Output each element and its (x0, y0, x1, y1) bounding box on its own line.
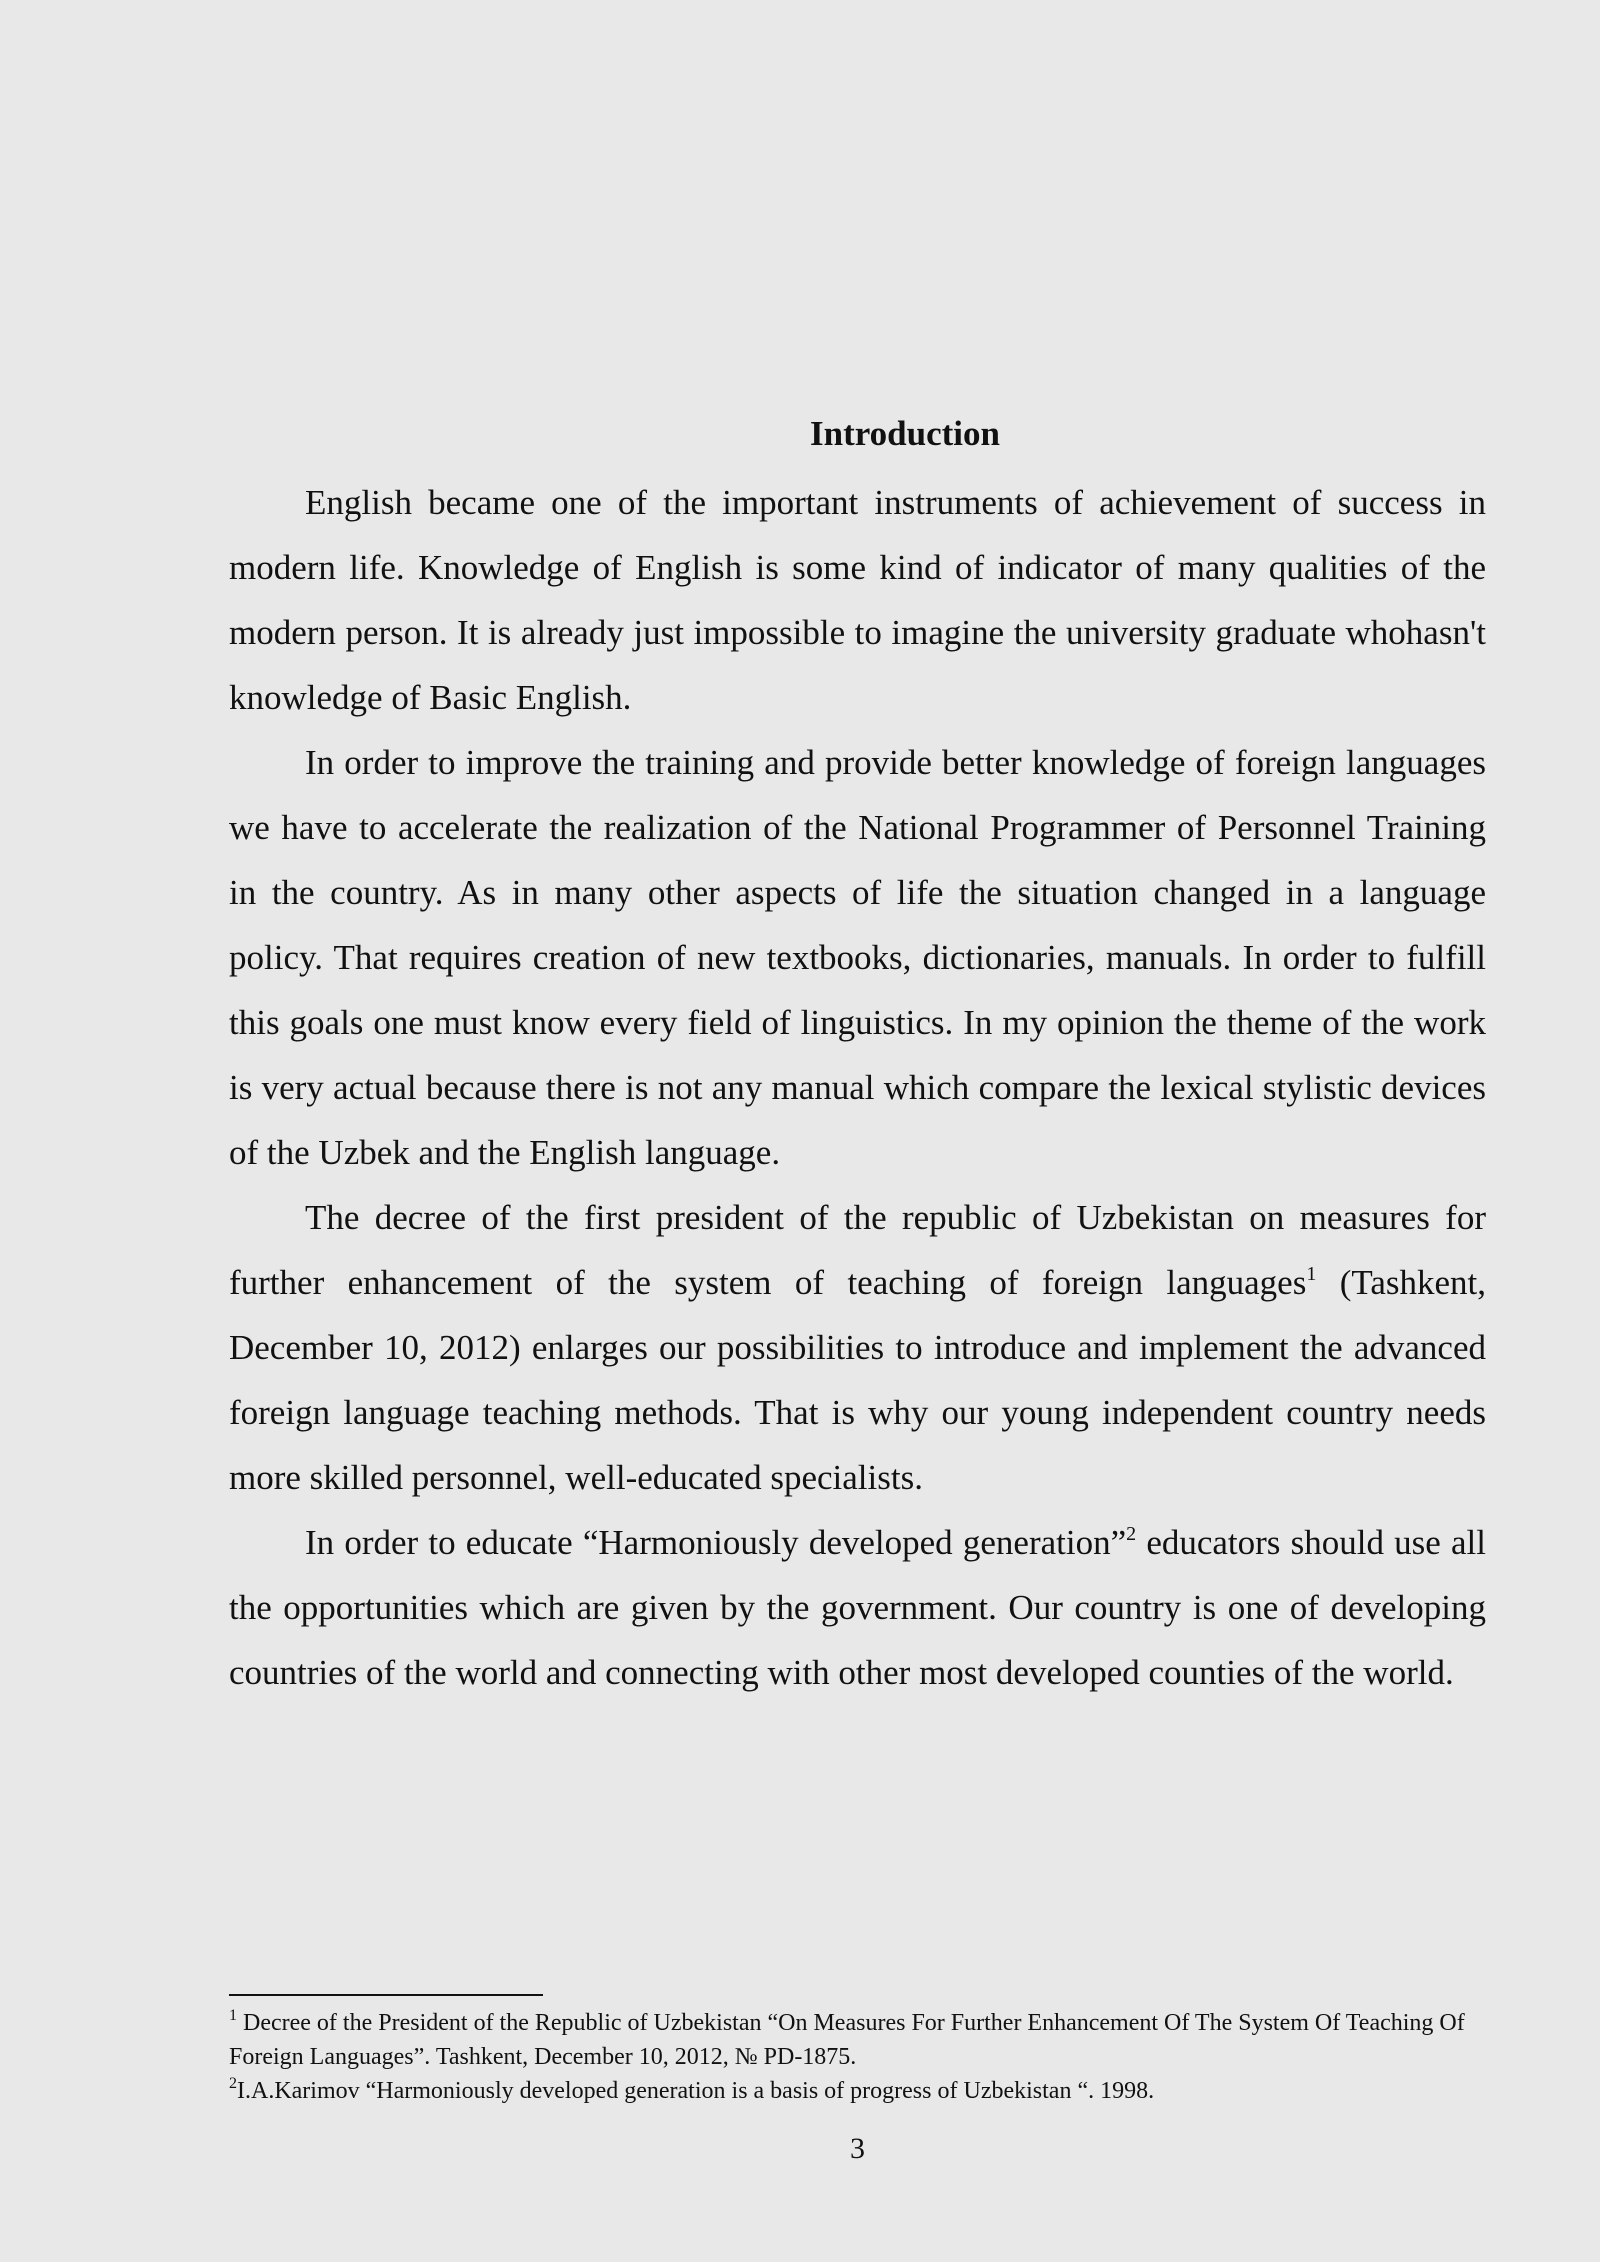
footnote-ref-2[interactable]: 2 (1126, 1523, 1137, 1545)
paragraph-3-text-after: (Tashkent, December 10, 2012) enlarges our possibilities to introduce and implement the advanced foreign language teaching methods. That is why our young independent country needs more skilled personnel, well-educated specialists. (229, 1263, 1486, 1497)
footnote-ref-1[interactable]: 1 (1306, 1263, 1317, 1285)
paragraph-2: In order to improve the training and provide better knowledge of foreign languages we have to accelerate the realization of the National Programmer of Personnel Training in the country. As in many other aspects of life the situation changed in a language policy. That requires creation of new textbooks, dictionaries, manuals. In order to fulfill this goals one must know every field of linguistics. In my opinion the theme of the work is very actual because there is not any manual which compare the lexical stylistic devices of the Uzbek and the English language. (229, 743, 1486, 1172)
paragraph-3-text-before: The decree of the first president of the republic of Uzbekistan on measures for further enhancement of the system of teaching of foreign languages (229, 1198, 1486, 1302)
footnote-2-mark: 2 (229, 2075, 237, 2092)
paragraph-4 (229, 1510, 1486, 1705)
footnote-2 (229, 2074, 1486, 2108)
page-title: Introduction (810, 414, 1000, 453)
footnote-1 (229, 2006, 1486, 2074)
footnotes (229, 2006, 1486, 2108)
paragraph-3 (229, 1185, 1486, 1510)
footnote-2-text: I.A.Karimov “Harmoniously developed generation is a basis of progress of Uzbekistan “. 1998. (237, 2078, 1155, 2104)
body-text (229, 470, 1486, 1705)
paragraph-4-text-before: In order to educate “Harmoniously developed generation” (305, 1523, 1127, 1562)
page-number: 3 (850, 2132, 865, 2165)
footnote-separator (229, 1994, 543, 1996)
paragraph-1: English became one of the important instruments of achievement of success in modern life. Knowledge of English is some kind of indicator of many qualities of the modern person. It is already just impossible to imagine the university graduate whohasn't knowledge of Basic English. (229, 483, 1486, 717)
paragraph-4-text-after: educators should use all the opportunities which are given by the government. Our country is one of developing countries of the world and connecting with other most developed counties of the world. (229, 1523, 1486, 1692)
footnote-1-mark: 1 (229, 2007, 237, 2024)
footnote-1-text: Decree of the President of the Republic of Uzbekistan “On Measures For Further Enhancement Of The System Of Teaching Of Foreign Languages”. Tashkent, December 10, 2012, № PD-1875. (229, 2010, 1465, 2070)
